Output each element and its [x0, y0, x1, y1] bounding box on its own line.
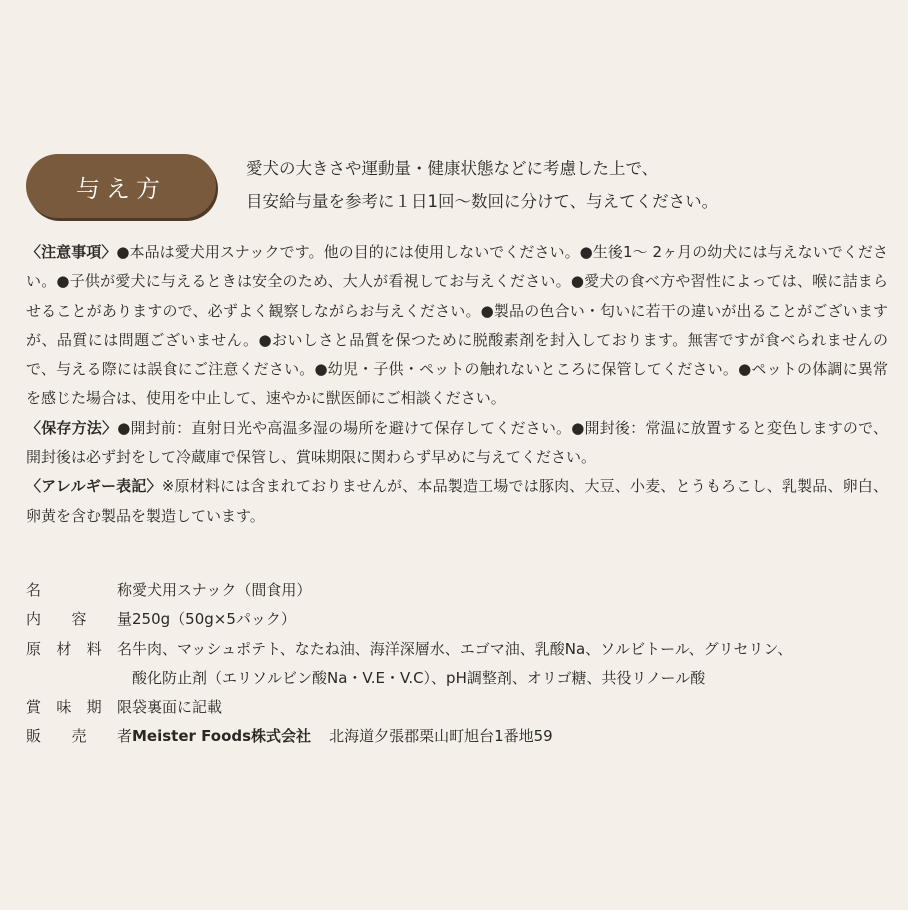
spec-row-seller	[26, 722, 888, 751]
allergy-paragraph	[26, 472, 888, 531]
allergy-label: 〈アレルギー表記〉	[26, 477, 162, 496]
spec-row-content	[26, 605, 888, 634]
notes-section	[26, 238, 888, 531]
ingredients-line-2: 酸化防止剤（エリソルビン酸Na・V.E・V.C）、pH調整剤、オリゴ糖、共役リノール酸	[132, 668, 706, 687]
spec-key-expiry: 賞味期限	[26, 698, 132, 717]
seller-name: Meister Foods株式会社	[132, 727, 312, 746]
allergy-text: ※原材料には含まれておりませんが、本品製造工場では豚肉、大豆、小麦、とうもろこし、乳製品、卵白、卵黄を含む製品を製造しています。	[26, 477, 888, 525]
spec-row-expiry	[26, 693, 888, 722]
caution-label: 〈注意事項〉	[26, 243, 117, 261]
seller-address: 北海道夕張郡栗山町旭台1番地59	[329, 727, 553, 746]
caution-text: ●本品は愛犬用スナックです。他の目的には使用しないでください。●生後1〜 2ヶ月の幼犬には与えないでください。●子供が愛犬に与えるときは安全のため、大人が看視してお与えください。●愛犬の食べ方や習性によっては、喉に詰まらせることがありますので、必ずよく観察しながらお与えください。●製品の色合い・匂いに若干の違いが出ることがございますが、品質には問題ございません。●おいしさと品質を保つために脱酸素剤を封入しております。無害ですが食べられませんので、与える際には誤食にご注意ください。●幼児・子供・ペットの触れないところに保管してください。●ペットの体調に異常を感じた場合は、使用を中止して、速やかに獣医師にご相談ください。	[26, 243, 888, 408]
spec-key-ingredients: 原材料名	[26, 639, 132, 658]
spec-value-seller	[132, 722, 888, 751]
feeding-section	[26, 152, 886, 222]
spec-key-name: 名称	[26, 581, 132, 599]
ingredients-line-1: 牛肉、マッシュポテト、なたね油、海洋深層水、エゴマ油、乳酸Na、ソルビトール、グリセリン、	[132, 639, 793, 658]
storage-text: ●開封前：直射日光や高温多湿の場所を避けて保存してください。●開封後：常温に放置すると変色しますので、開封後は必ず封をして冷蔵庫で保管し、賞味期限に関わらず早めに与えてください。	[26, 418, 888, 467]
product-specs	[26, 576, 888, 752]
spec-value-expiry: 袋裏面に記載	[132, 698, 223, 717]
feeding-instructions	[246, 152, 886, 218]
spec-row-ingredients	[26, 635, 888, 694]
spec-value-name: 愛犬用スナック（間食用）	[132, 581, 312, 599]
spec-key-content: 内容量	[26, 610, 132, 629]
feeding-line-1: 愛犬の大きさや運動量・健康状態などに考慮した上で、	[246, 159, 659, 178]
spec-value-ingredients	[132, 635, 888, 694]
spec-key-seller: 販売者	[26, 727, 132, 746]
spec-value-content: 250g（50g×5パック）	[132, 610, 296, 629]
storage-label: 〈保存方法〉	[26, 418, 118, 437]
feeding-badge: 与え方	[26, 154, 216, 218]
storage-paragraph	[26, 414, 888, 473]
feeding-line-2: 目安給与量を参考に１日1回〜数回に分けて、与えてください。	[246, 192, 719, 211]
spec-row-name	[26, 576, 888, 605]
caution-paragraph	[26, 238, 888, 414]
